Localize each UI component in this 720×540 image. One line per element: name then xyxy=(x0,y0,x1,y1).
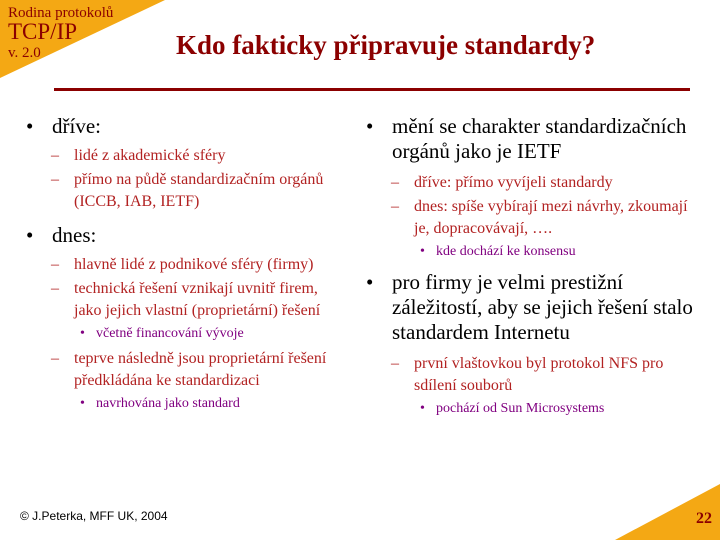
sub-bullet-text: teprve následně jsou proprietární řešení předkládána ke standardizaci xyxy=(74,350,327,389)
dash-icon: – xyxy=(391,198,399,215)
series-label: Rodina protokolů xyxy=(8,5,114,21)
sub-sub-bullet xyxy=(18,324,348,344)
bullet-dot-icon: • xyxy=(26,114,34,138)
right-column xyxy=(358,114,698,423)
footer-credit: © J.Peterka, MFF UK, 2004 xyxy=(20,509,168,523)
slide-title: Kdo fakticky připravuje standardy? xyxy=(176,30,596,60)
sub-bullet xyxy=(18,348,348,392)
sub-sub-bullet xyxy=(18,394,348,414)
sub-bullet-text: lidé z akademické sféry xyxy=(74,147,226,164)
sub-bullet-text: přímo na půdě standardizačním orgánů (ICCB, IAB, IETF) xyxy=(74,171,324,210)
sub-bullet xyxy=(358,196,698,240)
bullet-dot-icon: • xyxy=(420,244,425,259)
title-divider xyxy=(54,88,690,91)
page-number: 22 xyxy=(696,510,712,527)
bullet-dot-icon: • xyxy=(366,114,374,138)
bullet-dot-icon: • xyxy=(366,270,374,294)
sub-bullet xyxy=(358,353,698,397)
bullet-dot-icon: • xyxy=(80,396,85,411)
bullet-now xyxy=(18,223,348,248)
sub-bullet xyxy=(18,278,348,322)
version-label: v. 2.0 xyxy=(8,45,41,61)
dash-icon: – xyxy=(51,171,59,188)
dash-icon: – xyxy=(391,355,399,372)
sub-sub-bullet xyxy=(358,399,698,419)
sub-sub-bullet-text: pochází od Sun Microsystems xyxy=(436,401,605,416)
bullet-dot-icon: • xyxy=(80,326,85,341)
sub-bullet-text: dříve: přímo vyvíjeli standardy xyxy=(414,174,613,191)
sub-bullet xyxy=(18,254,348,276)
protocol-label: TCP/IP xyxy=(8,19,78,44)
bullet-dot-icon: • xyxy=(26,223,34,247)
left-column xyxy=(18,114,348,418)
bullet-standards-bodies xyxy=(358,114,698,164)
sub-sub-bullet-text: včetně financování vývoje xyxy=(96,326,244,341)
bullet-dot-icon: • xyxy=(420,401,425,416)
sub-bullet xyxy=(18,145,348,167)
sub-sub-bullet-text: navrhována jako standard xyxy=(96,396,240,411)
dash-icon: – xyxy=(51,280,59,297)
sub-bullet-text: dnes: spíše vybírají mezi návrhy, zkoumají je, dopracovávají, …. xyxy=(414,198,688,237)
dash-icon: – xyxy=(51,256,59,273)
dash-icon: – xyxy=(51,147,59,164)
bullet-earlier xyxy=(18,114,348,139)
dash-icon: – xyxy=(51,350,59,367)
sub-bullet xyxy=(358,172,698,194)
sub-bullet-text: technická řešení vznikají uvnitř firem, jako jejich vlastní (proprietární) řešení xyxy=(74,280,321,319)
sub-bullet-text: hlavně lidé z podnikové sféry (firmy) xyxy=(74,256,314,273)
bullet-text: pro firmy je velmi prestižní záležitostí, aby se jejich řešení stalo standardem Internetu xyxy=(392,270,693,344)
sub-bullet-text: první vlaštovkou byl protokol NFS pro sdílení souborů xyxy=(414,355,664,394)
sub-bullet xyxy=(18,169,348,213)
sub-sub-bullet xyxy=(358,242,698,262)
dash-icon: – xyxy=(391,174,399,191)
bullet-text: dříve: xyxy=(52,114,101,138)
bullet-text: mění se charakter standardizačních orgánů jako je IETF xyxy=(392,114,687,163)
bullet-text: dnes: xyxy=(52,223,97,247)
sub-sub-bullet-text: kde dochází ke konsensu xyxy=(436,244,576,259)
bullet-prestige xyxy=(358,270,698,345)
